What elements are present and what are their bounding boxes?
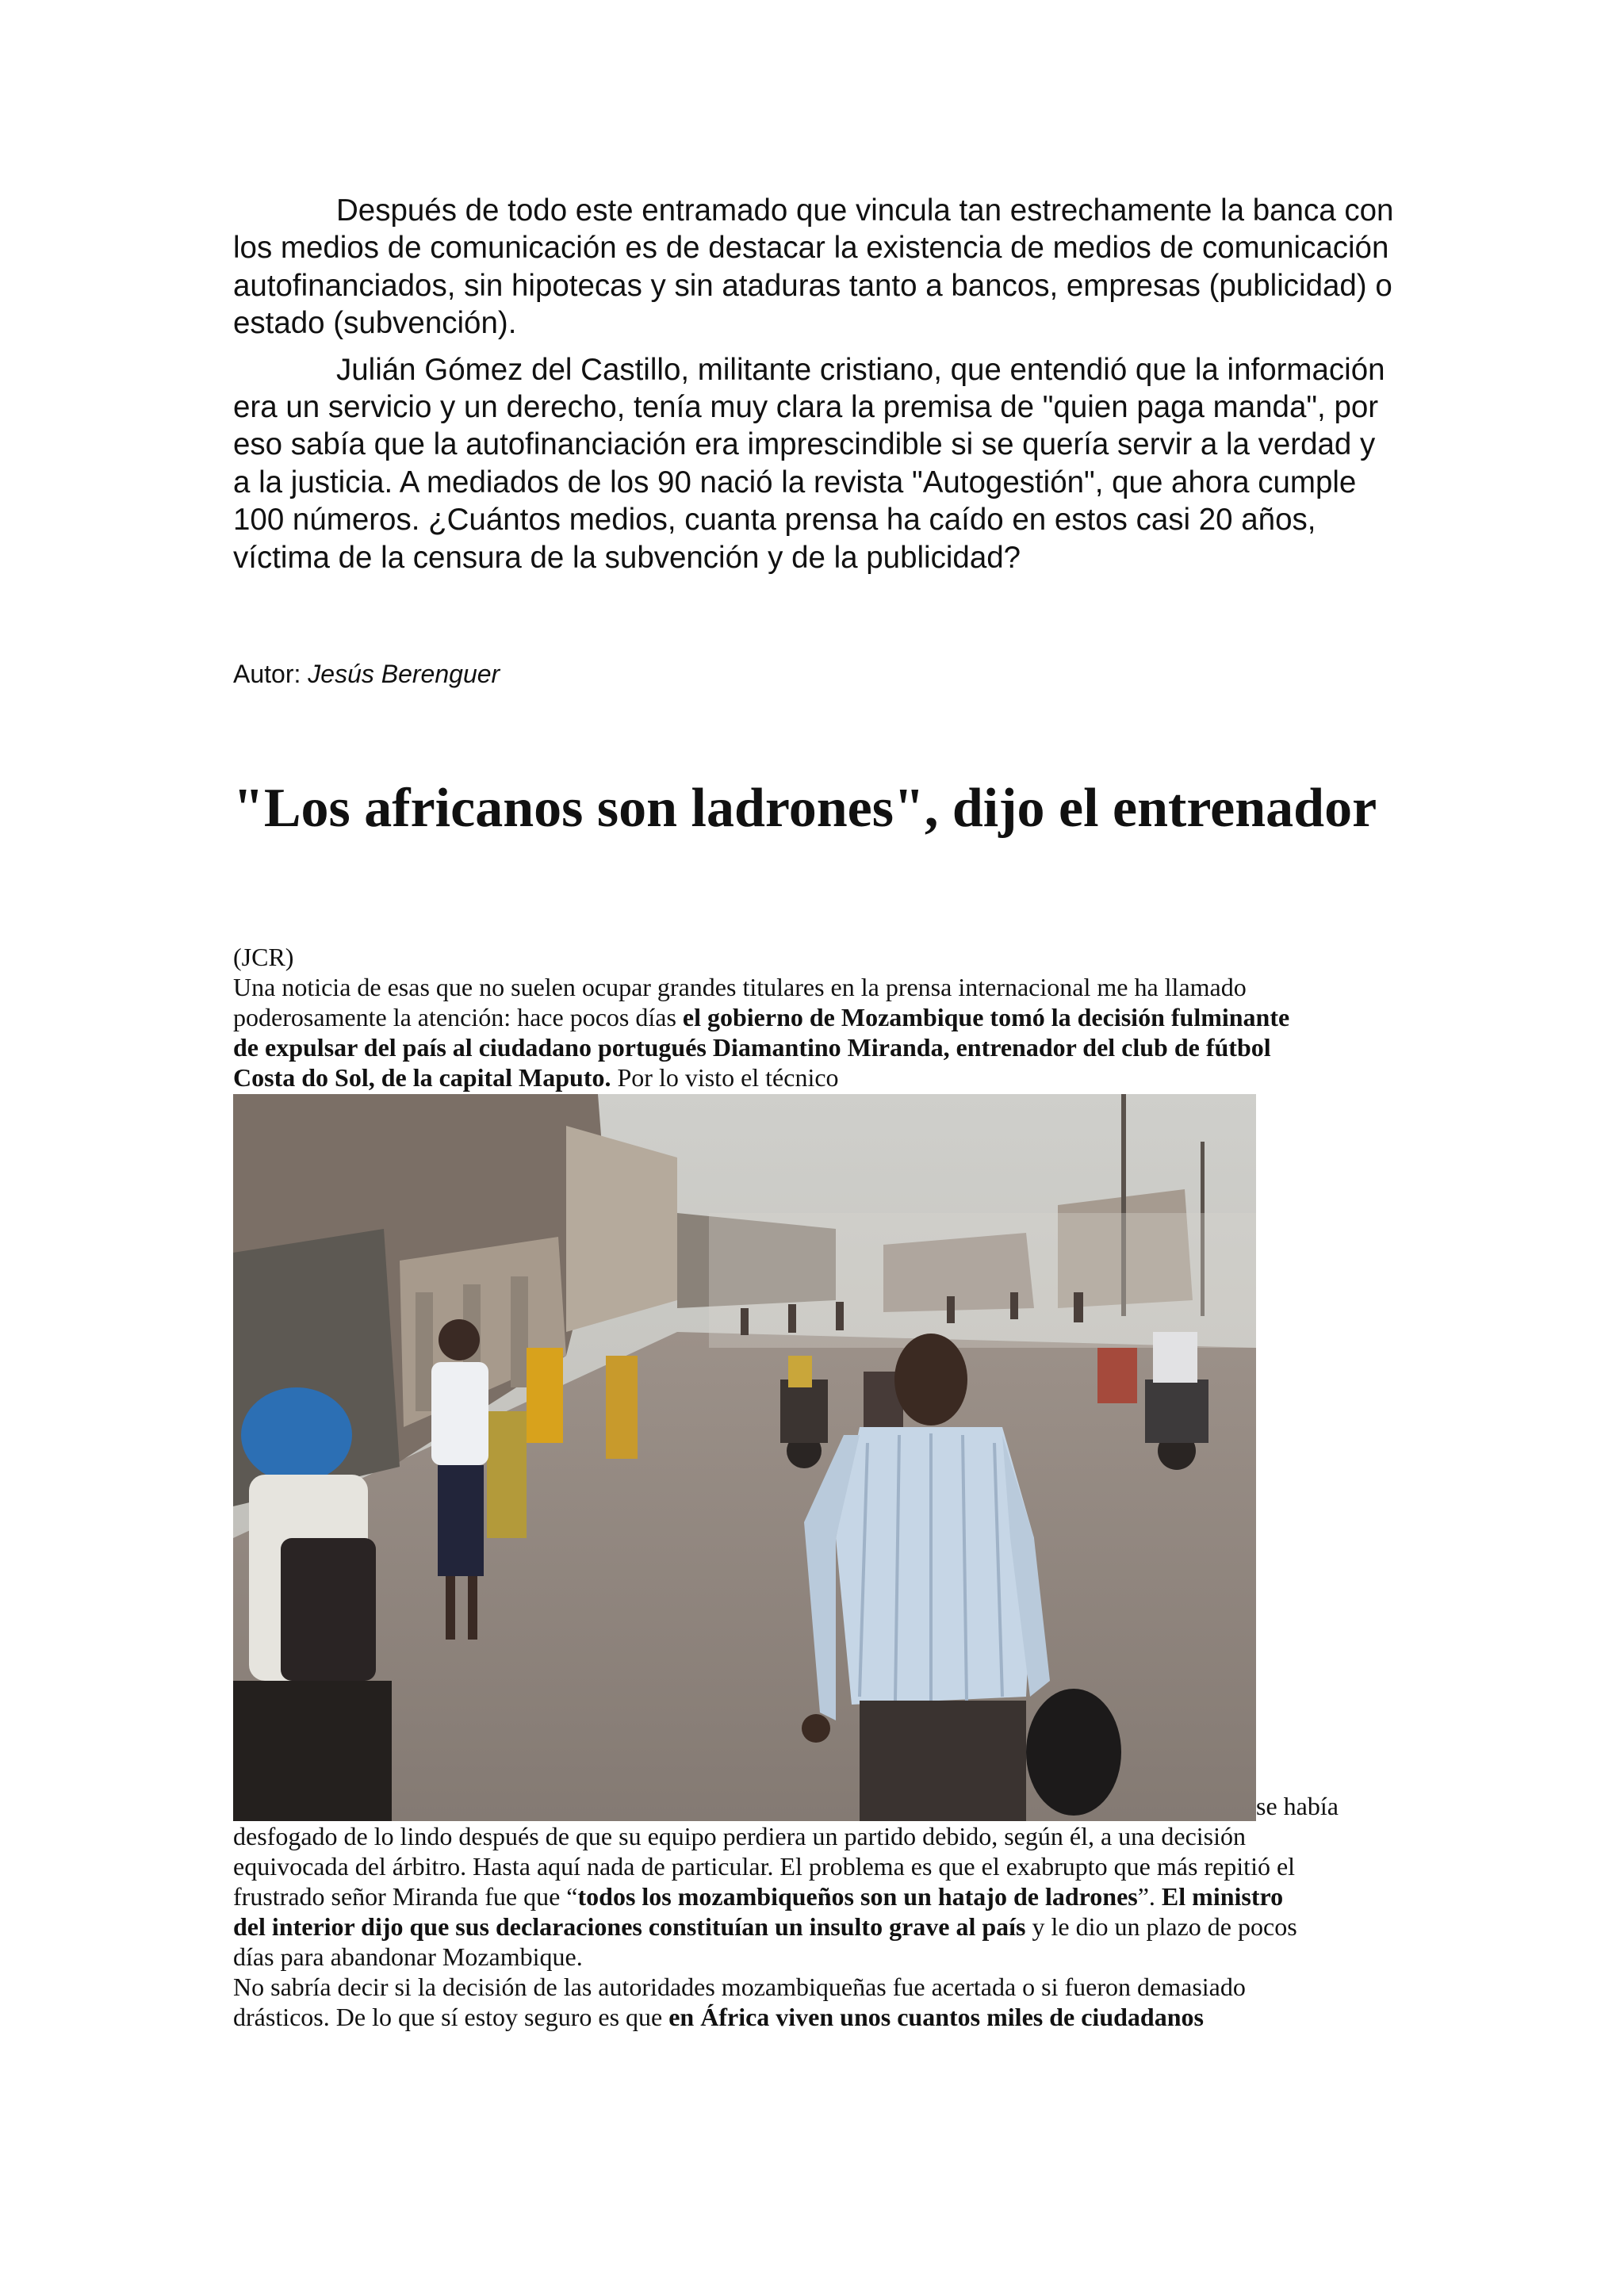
article-byline: (JCR) — [233, 943, 294, 971]
article-paragraph-2: No sabría decir si la decisión de las autoridades mozambiqueñas fue acertada o si fueron demasiado drásticos. De lo que sí estoy seguro es que en África viven unos cuantos miles de ciudadanos — [233, 1973, 1246, 2031]
intro-paragraph-1: Después de todo este entramado que vincula tan estrechamente la banca con los medios de comunicación es de destacar la existencia de medios de comunicación autofinanciados, sin hipotecas y sin ataduras tanto a bancos, empresas (publicidad) o estado (subvención). — [233, 193, 1394, 341]
author-label: Autor: — [233, 660, 301, 688]
author-line — [233, 658, 500, 690]
photo-row — [233, 1094, 1391, 1821]
article-paragraph-1: Una noticia de esas que no suelen ocupar grandes titulares en la prensa internacional me ha llamado poderosamente la atención: hace pocos días el gobierno de Mozambique tomó la decisión fulminante de expulsar del país al ciudadano portugués Diamantino Miranda, entrenador del club de fútbol Costa do Sol, de la capital Maputo. Por lo visto el técnico se había desfogado de lo lindo después de que su equipo perdiera un partido debido, según él, a una decisión equivocada del árbitro. Hasta aquí nada de particular. El problema es que el exabrupto que más repitió el frustrado señor Miranda fue que “todos los mozambiqueños son un hatajo de ladrones”. El ministro del interior dijo que sus declaraciones constituían un insulto grave al país y le dio un plazo de pocos días para abandonar Mozambique. — [233, 972, 1391, 1972]
article-headline: "Los africanos son ladrones", dijo el entrenador — [233, 778, 1377, 839]
street-photo — [233, 1094, 1256, 1821]
article-body — [233, 942, 1391, 2032]
author-name: Jesús Berenguer — [308, 660, 500, 688]
article-text-after-photo: se había — [1256, 1792, 1339, 1820]
intro-section — [233, 192, 1399, 576]
intro-paragraph-2: Julián Gómez del Castillo, militante cristiano, que entendió que la información era un servicio y un derecho, tenía muy clara la premisa de "quien paga manda", por eso sabía que la autofinanciación era imprescindible si se quería servir a la verdad y a la justicia. A mediados de los 90 nació la revista "Autogestión", que ahora cumple 100 números. ¿Cuántos medios, cuanta prensa ha caído en estos casi 20 años, víctima de la censura de la subvención y de la publicidad? — [233, 352, 1385, 575]
